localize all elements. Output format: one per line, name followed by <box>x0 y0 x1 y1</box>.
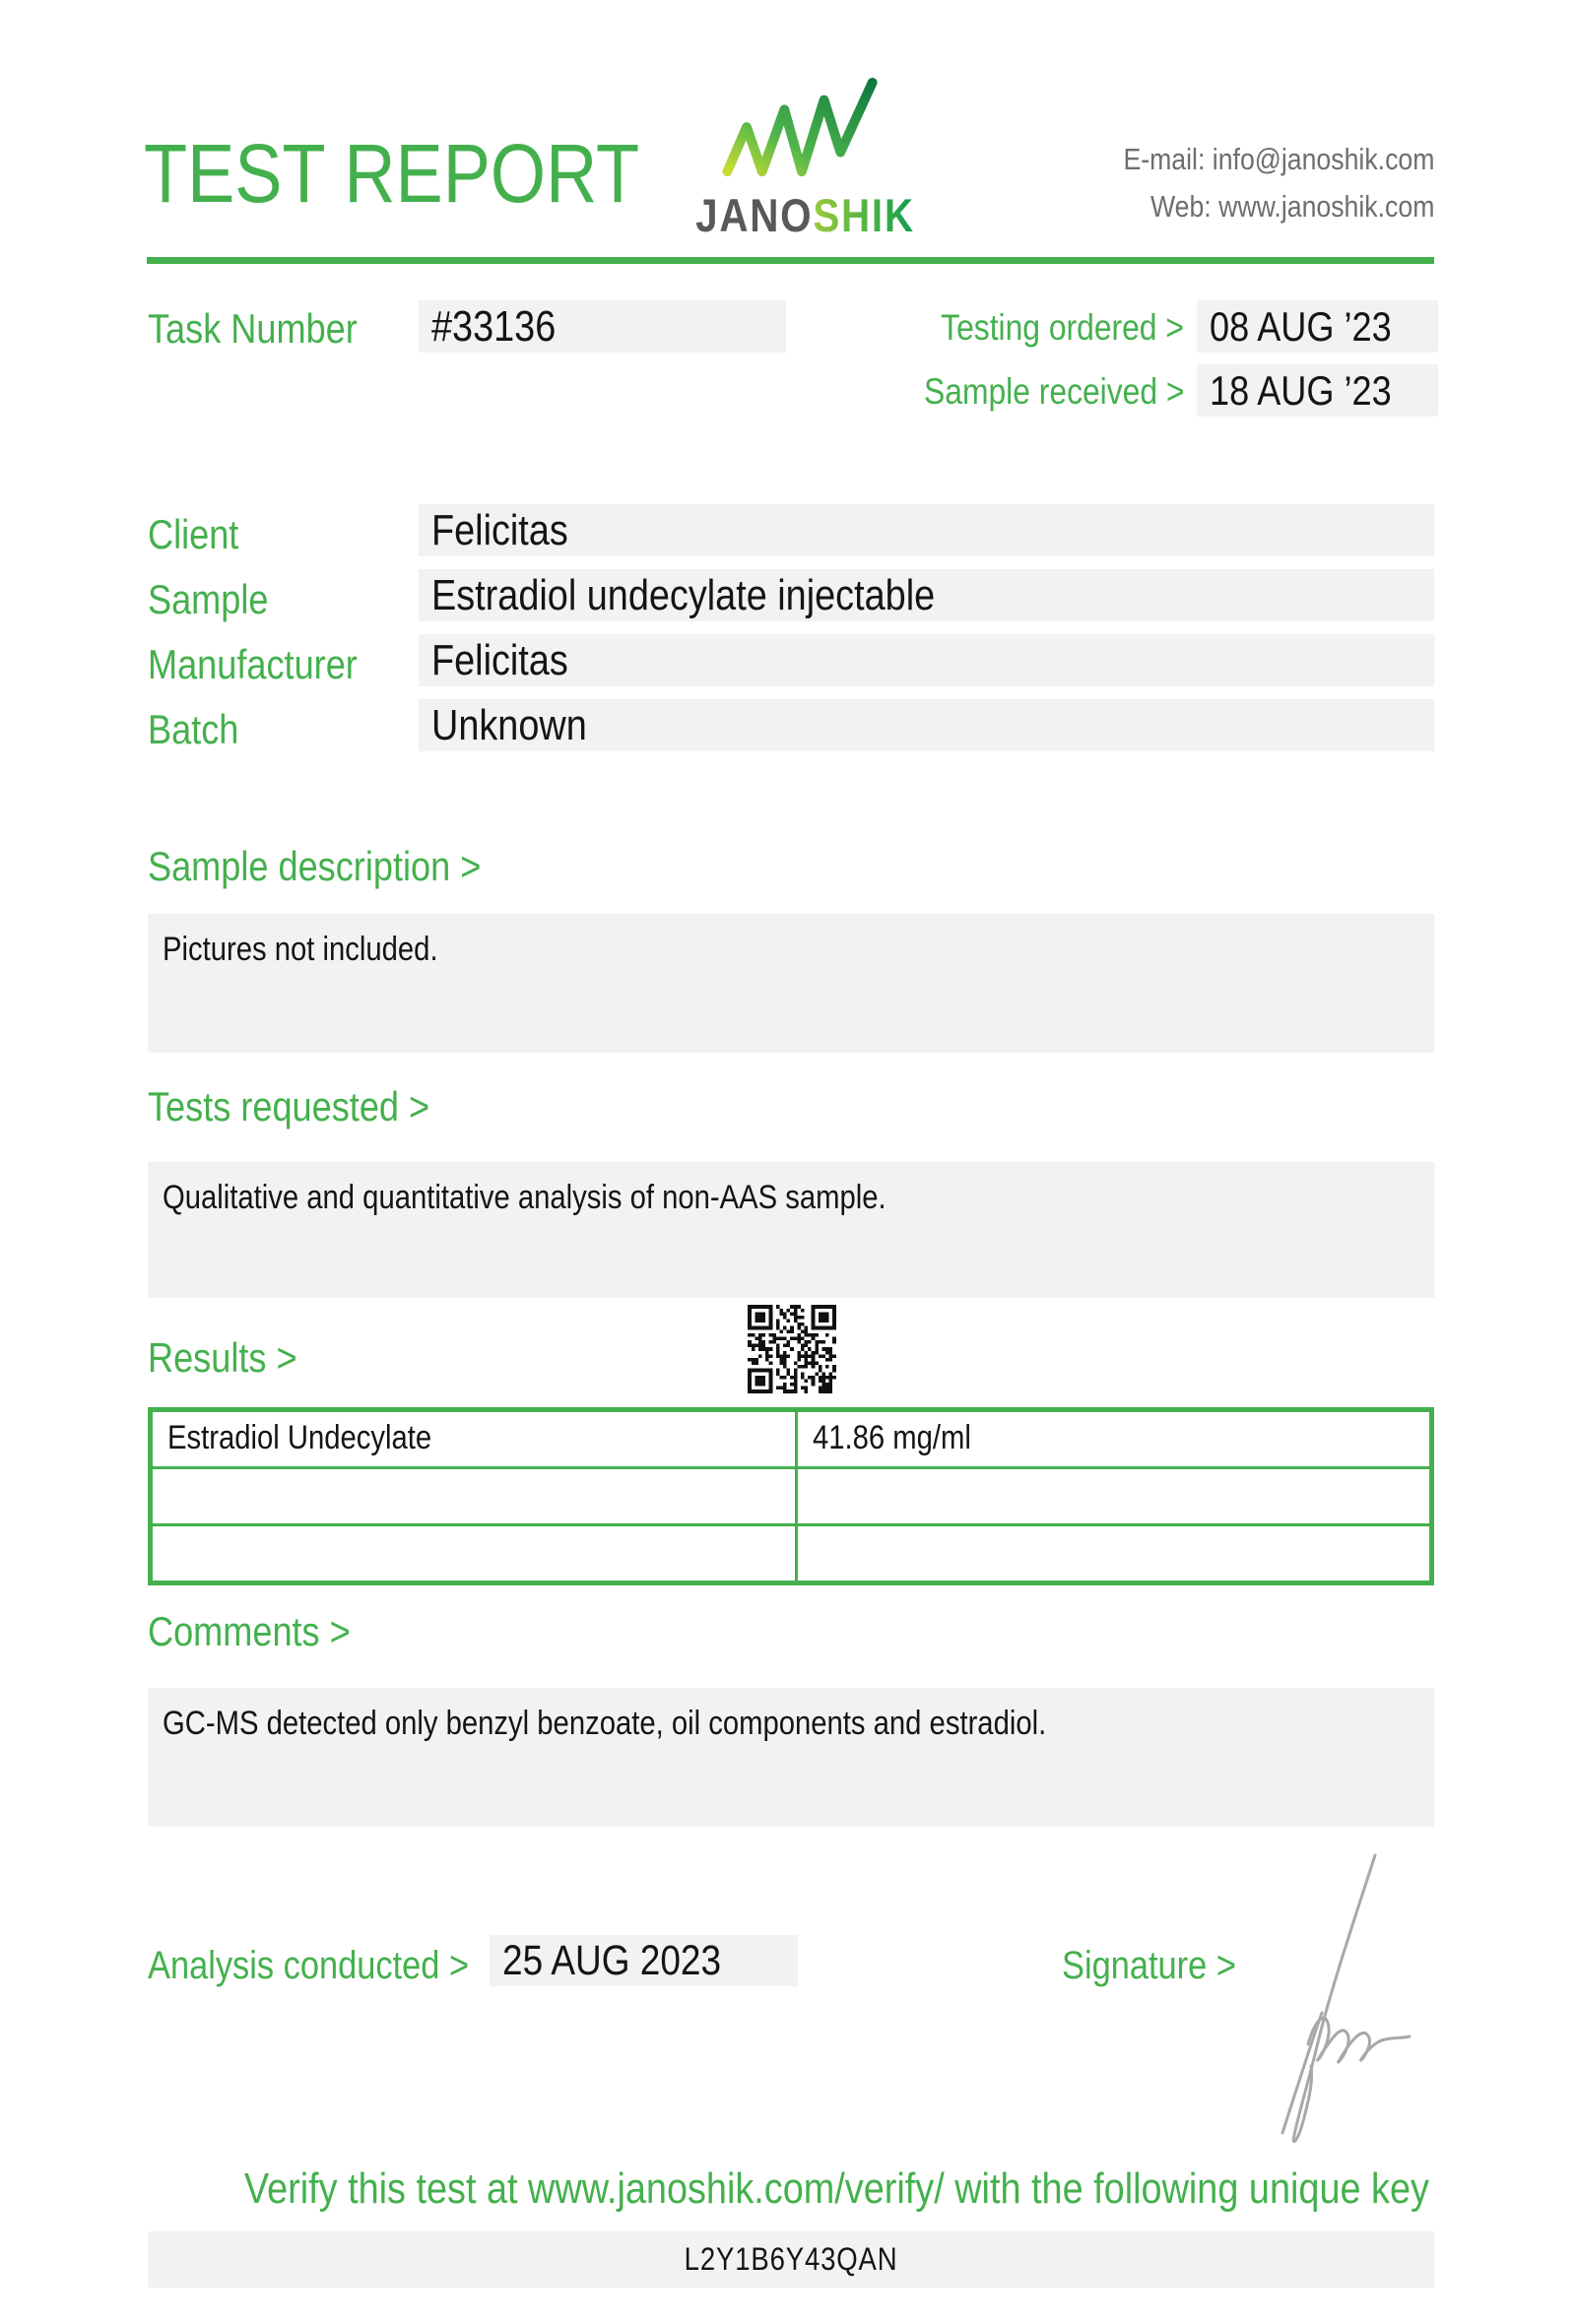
testing-ordered-label: Testing ordered > <box>941 307 1184 348</box>
result-substance-cell <box>153 1526 795 1581</box>
client-value: Felicitas <box>431 506 568 554</box>
sample-received-value: 18 AUG ’23 <box>1210 367 1392 414</box>
contact-email: E-mail: info@janoshik.com <box>1122 142 1434 176</box>
table-row <box>153 1412 1429 1466</box>
batch-value: Unknown <box>431 701 587 749</box>
brand-logo <box>678 75 924 242</box>
sample-label: Sample <box>148 576 269 622</box>
client-label: Client <box>148 511 239 557</box>
task-number-value-box <box>419 300 786 353</box>
qr-code <box>741 1298 843 1400</box>
sample-description-heading: Sample description > <box>148 843 482 889</box>
comments-text: GC-MS detected only benzyl benzoate, oil components and estradiol. <box>163 1705 1047 1742</box>
result-value-cell: 41.86 mg/ml <box>795 1412 1429 1466</box>
comments-heading: Comments > <box>148 1608 351 1654</box>
sample-value-box <box>419 569 1434 621</box>
task-number-value: #33136 <box>431 302 557 351</box>
results-heading: Results > <box>148 1334 297 1381</box>
testing-ordered-value: 08 AUG ’23 <box>1210 303 1392 350</box>
sample-received-value-box <box>1197 364 1438 417</box>
sample-received-label: Sample received > <box>923 371 1184 412</box>
table-row <box>153 1523 1429 1581</box>
task-number-label: Task Number <box>148 305 358 352</box>
contact-block <box>1073 136 1434 230</box>
unique-key: L2Y1B6Y43QAN <box>684 2241 898 2277</box>
header-divider <box>147 257 1434 264</box>
result-substance-cell: Estradiol Undecylate <box>167 1419 432 1456</box>
growth-chart-icon <box>712 75 889 181</box>
brand-wordmark <box>678 188 924 242</box>
analysis-conducted-value: 25 AUG 2023 <box>502 1937 722 1984</box>
brand-shik: SHIK <box>813 189 915 241</box>
signature-image <box>1259 1847 1421 2148</box>
signature-label: Signature > <box>1062 1944 1236 1987</box>
tests-requested-text: Qualitative and quantitative analysis of non-AAS sample. <box>163 1179 886 1216</box>
result-substance-cell <box>153 1469 795 1523</box>
results-table <box>148 1407 1434 1585</box>
manufacturer-value-box <box>419 634 1434 686</box>
table-row <box>153 1466 1429 1523</box>
unique-key-box <box>148 2231 1434 2288</box>
sample-description-box <box>148 914 1434 1053</box>
contact-web: Web: www.janoshik.com <box>1149 189 1434 225</box>
verify-text: Verify this test at www.janoshik.com/verify/ with the following unique key <box>243 2164 1429 2213</box>
result-value-cell <box>795 1469 1429 1523</box>
comments-box <box>148 1688 1434 1827</box>
tests-requested-box <box>148 1162 1434 1298</box>
batch-value-box <box>419 699 1434 751</box>
tests-requested-heading: Tests requested > <box>148 1083 430 1130</box>
batch-label: Batch <box>148 706 239 752</box>
result-value-cell <box>795 1526 1429 1581</box>
client-value-box <box>419 504 1434 556</box>
analysis-conducted-label: Analysis conducted > <box>148 1944 470 1987</box>
testing-ordered-value-box <box>1197 300 1438 353</box>
sample-value: Estradiol undecylate injectable <box>431 571 936 619</box>
page-title: TEST REPORT <box>144 127 640 220</box>
analysis-conducted-value-box <box>490 1935 798 1986</box>
brand-jano: JANO <box>695 189 814 241</box>
manufacturer-value: Felicitas <box>431 636 568 684</box>
sample-description-text: Pictures not included. <box>163 931 438 968</box>
manufacturer-label: Manufacturer <box>148 641 358 687</box>
